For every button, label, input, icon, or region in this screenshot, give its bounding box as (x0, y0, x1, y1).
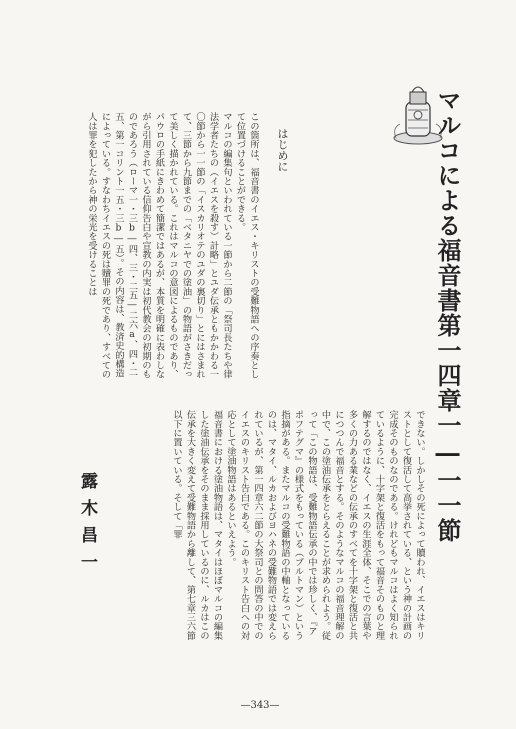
section-heading: はじめに (276, 128, 289, 172)
page-title: マルコによる福音書第一四章一―一一節 (433, 88, 462, 543)
body-text-upper: この箇所は、福音書のイエス・キリストの受難物語への序奏として位置づけることができる。 マルコの編集句といわれている一節から二節の「祭司長たちや律法学者たちの（イエスを殺す）計略」とユダ伝承ともかかわる一〇節から一一節の「イスカリオテのユダの裏切り」とにはさまれて、三節から九節までの「ベタニヤでの塗油」の物語がさきだって美しく描かれている。これはマルコの意図によるものであり、パウロの手紙にきわめて簡潔ではあるが、本質を明確に表わしながら引用されている信仰告白や宣教の内実は初代教会の初期のものであろう（ローマ一・三b―四、三・二五―二六a、四・二五、第一コリント一五・三b―五）。その内容は、教済史的構造によっている。すなわちイエスの死は贖罪の死であり、すべての人は罪を犯したから神の栄光を受けることは (86, 112, 259, 379)
body-text-lower: できない。しかしその死によって贖われ、イエスはキリストとして復活して高挙されている、という神の計画の完成そのものなのである。けれどもマルコはよく知られているように、十字架と復活をもって福音そのものと理解するのではなく、イエスの生涯全体、そこでの言葉や多くの力ある業などの伝承のすべてを十字架と復活と共につつんで福音とする。そのようなマルコの福音理解の中で、この塗油伝承をとらえることが求められよう。従って「この物語は、受難物語伝承の中では珍しく、『アポフテグマ』の様式をもっている（ブルトマン）という指摘がある。またマルコの受難物語の中軸となっているのは、マタイ、ルカおよびヨハネの受難物語では変えられているが、第一四章六二節の大祭司との問答の中でのイエスのキリスト告白である。このキリスト告白への対応として塗油物語はあるといえよう。 福音書における塗油物語は、マタイはほぼマルコの編集した塗油伝承をそのまま採用しているのに、ルカはこの伝承を大きく変えて受難物語から離して、第七章三六節以下に置いている。そして「罪 (171, 410, 425, 640)
page-number: —343— (240, 700, 280, 711)
author-name: 露木昌一 (77, 472, 97, 580)
